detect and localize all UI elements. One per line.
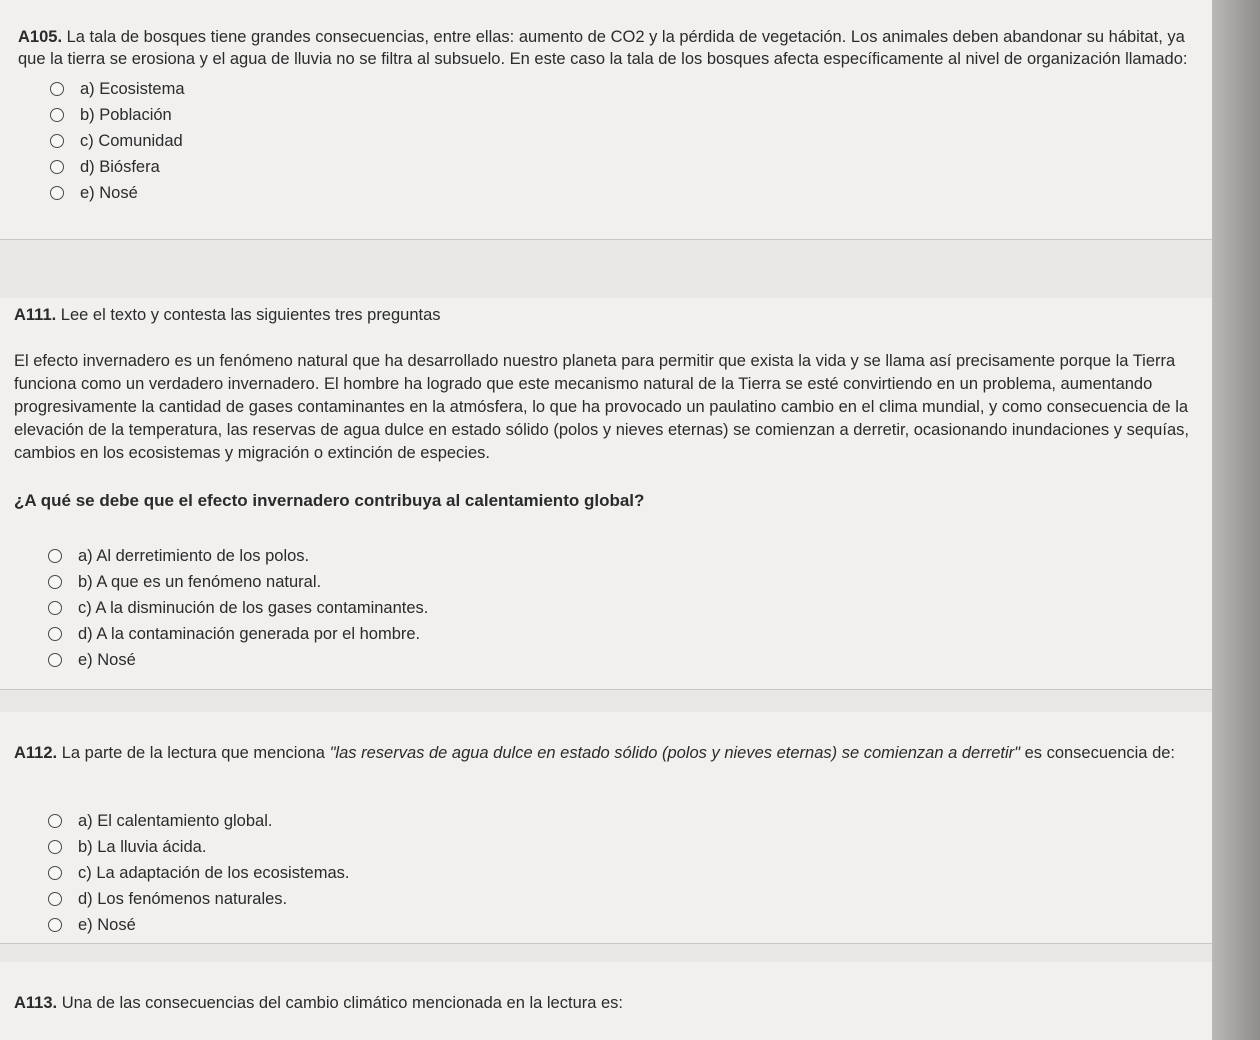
radio-button[interactable] xyxy=(48,653,62,667)
option-label: b) A que es un fenómeno natural. xyxy=(78,572,322,591)
option-a105-b[interactable] xyxy=(50,102,1192,128)
option-a111-a[interactable] xyxy=(48,543,1192,569)
option-a111-b[interactable] xyxy=(48,569,1192,595)
reading-passage: El efecto invernadero es un fenómeno natural que ha desarrollado nuestro planeta para permitir que exista la vida y se llama así precisamente porque la Tierra funciona como un verdadero invernadero. El hombre ha logrado que este mecanismo natural de la Tierra se esté convirtiendo en un problema, aumentando progresivamente la cantidad de gases contaminantes en la atmósfera, lo que ha provocado un paulatino cambio en el clima mundial, y como consecuencia de la elevación de la temperatura, las reservas de agua dulce en estado sólido (polos y nieves eternas) se comienzan a derretir, ocasionando inundaciones y sequías, cambios en los ecosistemas y migración o extinción de especies. xyxy=(14,352,1189,462)
radio-button[interactable] xyxy=(50,108,64,122)
option-a112-d[interactable] xyxy=(48,886,1192,912)
radio-button[interactable] xyxy=(50,134,64,148)
option-label: c) Comunidad xyxy=(80,131,183,150)
options-list-a112 xyxy=(48,808,1192,938)
question-code: A113. xyxy=(14,994,58,1012)
question-card-a113 xyxy=(0,962,1212,1040)
option-a111-c[interactable] xyxy=(48,595,1192,621)
question-prompt: ¿A qué se debe que el efecto invernadero contribuya al calentamiento global? xyxy=(14,491,645,510)
question-stem-a105 xyxy=(18,26,1192,70)
option-label: d) A la contaminación generada por el hombre. xyxy=(78,624,421,643)
question-code: A111. xyxy=(14,306,57,324)
radio-button[interactable] xyxy=(48,627,62,641)
question-text: La parte de la lectura que menciona xyxy=(57,744,330,762)
option-label: b) La lluvia ácida. xyxy=(78,837,207,856)
reading-quote: "las reservas de agua dulce en estado sólido (polos y nieves eternas) se comienzan a derretir" xyxy=(329,744,1020,762)
option-label: a) Al derretimiento de los polos. xyxy=(78,546,310,565)
question-stem-a111 xyxy=(14,304,1192,326)
radio-button[interactable] xyxy=(50,82,64,96)
radio-button[interactable] xyxy=(48,918,62,932)
option-label: a) El calentamiento global. xyxy=(78,811,273,830)
option-a105-e[interactable] xyxy=(50,180,1192,206)
option-label: e) Nosé xyxy=(78,650,136,669)
radio-button[interactable] xyxy=(48,549,62,563)
question-text-end: es consecuencia de: xyxy=(1019,744,1176,762)
option-a112-b[interactable] xyxy=(48,834,1192,860)
options-list-a105 xyxy=(50,76,1192,206)
radio-button[interactable] xyxy=(48,575,62,589)
option-label: d) Biósfera xyxy=(80,157,160,176)
option-label: c) A la disminución de los gases contaminantes. xyxy=(78,598,429,617)
question-title: Lee el texto y contesta las siguientes tres preguntas xyxy=(56,306,441,324)
option-label: b) Población xyxy=(80,105,172,124)
option-a105-a[interactable] xyxy=(50,76,1192,102)
radio-button[interactable] xyxy=(48,866,62,880)
option-label: e) Nosé xyxy=(78,915,136,934)
options-list-a111 xyxy=(48,543,1192,673)
question-text: La tala de bosques tiene grandes consecuencias, entre ellas: aumento de CO2 y la pérdida de vegetación. Los animales deben abandonar su hábitat, ya que la tierra se erosiona y el agua de lluvia no se filtra al subsuelo. En este caso la tala de los bosques afecta específicamente al nivel de organización llamado: xyxy=(18,28,1188,68)
radio-button[interactable] xyxy=(50,160,64,174)
question-card-a112 xyxy=(0,712,1212,944)
option-a111-d[interactable] xyxy=(48,621,1192,647)
background-edge xyxy=(1212,0,1260,1040)
option-label: a) Ecosistema xyxy=(80,79,185,98)
radio-button[interactable] xyxy=(48,892,62,906)
radio-button[interactable] xyxy=(48,601,62,615)
option-label: c) La adaptación de los ecosistemas. xyxy=(78,863,350,882)
radio-button[interactable] xyxy=(48,814,62,828)
question-code: A112. xyxy=(14,744,58,762)
question-code: A105. xyxy=(18,28,63,46)
option-a111-e[interactable] xyxy=(48,647,1192,673)
question-text: Una de las consecuencias del cambio climático mencionada en la lectura es: xyxy=(57,994,624,1012)
option-a112-e[interactable] xyxy=(48,912,1192,938)
radio-button[interactable] xyxy=(48,840,62,854)
option-a112-a[interactable] xyxy=(48,808,1192,834)
question-card-a105 xyxy=(0,0,1212,240)
option-label: e) Nosé xyxy=(80,183,138,202)
option-a105-c[interactable] xyxy=(50,128,1192,154)
question-stem-a113 xyxy=(14,992,1192,1014)
option-a105-d[interactable] xyxy=(50,154,1192,180)
radio-button[interactable] xyxy=(50,186,64,200)
question-card-a111 xyxy=(0,298,1212,690)
option-a112-c[interactable] xyxy=(48,860,1192,886)
option-label: d) Los fenómenos naturales. xyxy=(78,889,288,908)
question-stem-a112 xyxy=(14,742,1192,764)
